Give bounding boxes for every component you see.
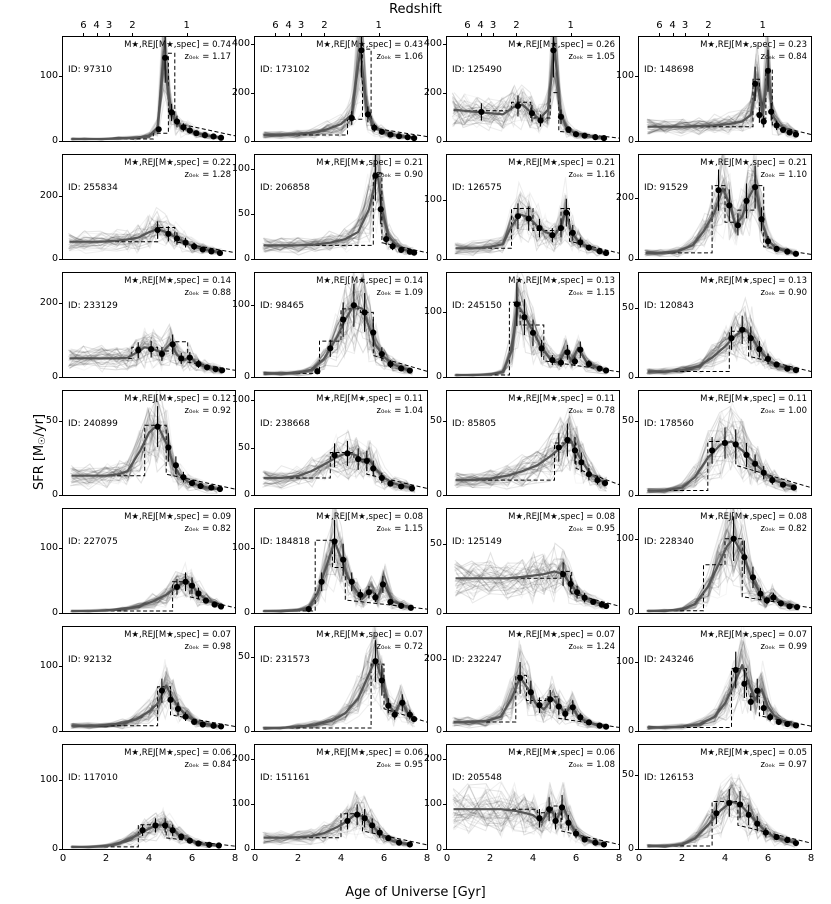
y-tick-label: 0 xyxy=(627,135,634,146)
y-tick-label: 50 xyxy=(45,414,58,426)
redshift-tick-label: 3 xyxy=(105,20,113,31)
x-tick-label: 4 xyxy=(529,853,537,864)
mass-ratio-annotation: M★,REJ[M★,spec] = 0.13 xyxy=(700,276,807,286)
mass-ratio-annotation: M★,REJ[M★,spec] = 0.11 xyxy=(316,394,423,404)
y-tick-mark xyxy=(59,780,62,781)
y-tick-mark xyxy=(251,448,254,449)
y-tick-mark xyxy=(635,539,638,540)
y-tick-mark xyxy=(251,93,254,94)
redshift-tick-mark xyxy=(673,33,674,36)
y-tick-mark xyxy=(443,312,446,313)
y-tick-label: 0 xyxy=(627,253,634,264)
y-tick-label: 200 xyxy=(423,752,442,764)
y-tick-label: 0 xyxy=(435,843,442,854)
redshift-tick-mark xyxy=(324,33,325,36)
redshift-tick-mark xyxy=(493,33,494,36)
sfh-panel xyxy=(254,390,428,496)
y-tick-mark xyxy=(59,666,62,667)
y-tick-mark xyxy=(635,141,638,142)
y-tick-label: 0 xyxy=(627,489,634,500)
panel-id-label: ID: 245150 xyxy=(452,301,502,311)
sfh-panel xyxy=(446,154,620,260)
x-tick-label: 0 xyxy=(443,853,451,864)
panel-id-label: ID: 97310 xyxy=(68,65,113,75)
x-tick-label: 6 xyxy=(188,853,196,864)
z-peak-annotation: z₀ₑₖ = 0.90 xyxy=(760,288,807,298)
panel-id-label: ID: 232247 xyxy=(452,655,502,665)
panel-id-label: ID: 238668 xyxy=(260,419,310,429)
redshift-tick-label: 4 xyxy=(669,20,676,31)
redshift-tick-mark xyxy=(571,33,572,36)
y-tick-mark xyxy=(251,759,254,760)
z-peak-annotation: z₀ₑₖ = 0.95 xyxy=(568,524,615,534)
y-tick-label: 0 xyxy=(627,607,634,618)
y-tick-mark xyxy=(251,804,254,805)
y-tick-label: 50 xyxy=(429,537,442,549)
panel-id-label: ID: 228340 xyxy=(644,537,694,547)
y-tick-mark xyxy=(443,659,446,660)
y-tick-mark xyxy=(635,613,638,614)
z-peak-annotation: z₀ₑₖ = 0.72 xyxy=(376,642,423,652)
y-tick-label: 100 xyxy=(39,70,58,81)
x-tick-label: 8 xyxy=(615,853,623,864)
sfh-panel xyxy=(62,390,236,496)
z-peak-annotation: z₀ₑₖ = 0.82 xyxy=(760,524,807,534)
mass-ratio-annotation: M★,REJ[M★,spec] = 0.06 xyxy=(316,748,423,758)
y-tick-label: 50 xyxy=(429,414,442,426)
z-peak-annotation: z₀ₑₖ = 1.17 xyxy=(184,52,231,62)
sfh-panel xyxy=(446,36,620,142)
y-tick-label: 0 xyxy=(435,607,442,618)
panel-id-label: ID: 125149 xyxy=(452,537,502,547)
x-tick-label: 4 xyxy=(145,853,153,864)
mass-ratio-annotation: M★,REJ[M★,spec] = 0.13 xyxy=(508,276,615,286)
y-tick-label: 0 xyxy=(435,489,442,500)
mass-ratio-annotation: M★,REJ[M★,spec] = 0.05 xyxy=(700,748,807,758)
x-tick-label: 4 xyxy=(337,853,345,864)
y-tick-label: 400 xyxy=(423,38,442,50)
y-tick-label: 0 xyxy=(243,843,250,854)
z-peak-annotation: z₀ₑₖ = 0.78 xyxy=(568,406,615,416)
y-tick-label: 200 xyxy=(615,191,634,203)
y-tick-mark xyxy=(59,495,62,496)
x-tick-label: 6 xyxy=(572,853,580,864)
y-tick-label: 100 xyxy=(231,542,250,553)
redshift-tick-label: 2 xyxy=(705,20,712,31)
y-tick-label: 100 xyxy=(423,306,442,317)
y-tick-mark xyxy=(635,662,638,663)
y-tick-mark xyxy=(443,544,446,545)
y-tick-label: 0 xyxy=(243,725,250,736)
mass-ratio-annotation: M★,REJ[M★,spec] = 0.21 xyxy=(316,158,423,168)
y-tick-label: 0 xyxy=(243,253,250,264)
sfh-panel xyxy=(62,508,236,614)
y-tick-mark xyxy=(251,305,254,306)
panel-id-label: ID: 240899 xyxy=(68,419,118,429)
z-peak-annotation: z₀ₑₖ = 1.10 xyxy=(760,170,807,180)
panel-id-label: ID: 91529 xyxy=(644,183,689,193)
panel-id-label: ID: 255834 xyxy=(68,183,118,193)
redshift-tick-mark xyxy=(97,33,98,36)
mass-ratio-annotation: M★,REJ[M★,spec] = 0.14 xyxy=(316,276,423,286)
y-tick-mark xyxy=(59,849,62,850)
x-tick-label: 8 xyxy=(423,853,431,864)
sfh-panel xyxy=(254,508,428,614)
sfh-panel xyxy=(638,36,812,142)
redshift-tick-label: 6 xyxy=(656,20,663,31)
x-tick-label: 2 xyxy=(678,853,686,864)
redshift-tick-label: 6 xyxy=(80,20,87,31)
z-peak-annotation: z₀ₑₖ = 1.06 xyxy=(376,52,423,62)
z-peak-annotation: z₀ₑₖ = 1.15 xyxy=(376,524,423,534)
mass-ratio-annotation: M★,REJ[M★,spec] = 0.08 xyxy=(508,512,615,522)
z-peak-annotation: z₀ₑₖ = 1.04 xyxy=(376,406,423,416)
redshift-tick-label: 1 xyxy=(183,20,190,31)
y-tick-mark xyxy=(443,377,446,378)
y-tick-mark xyxy=(635,377,638,378)
panel-id-label: ID: 92132 xyxy=(68,655,113,665)
redshift-tick-mark xyxy=(132,33,133,36)
y-tick-label: 200 xyxy=(39,189,58,201)
y-tick-mark xyxy=(635,308,638,309)
redshift-tick-mark xyxy=(708,33,709,36)
y-tick-mark xyxy=(59,259,62,260)
redshift-axis-label: Redshift xyxy=(389,2,442,17)
sfh-panel xyxy=(446,508,620,614)
y-tick-label: 50 xyxy=(621,301,634,313)
sfh-panel xyxy=(446,626,620,732)
y-tick-label: 0 xyxy=(627,843,634,854)
y-tick-mark xyxy=(251,613,254,614)
y-tick-label: 200 xyxy=(39,296,58,308)
y-tick-label: 100 xyxy=(423,797,442,809)
x-tick-label: 4 xyxy=(721,853,729,864)
redshift-tick-mark xyxy=(301,33,302,36)
x-tick-label: 2 xyxy=(294,853,302,864)
sfh-panel xyxy=(446,390,620,496)
y-tick-label: 100 xyxy=(615,655,634,667)
y-tick-mark xyxy=(59,76,62,77)
mass-ratio-annotation: M★,REJ[M★,spec] = 0.08 xyxy=(700,512,807,522)
z-peak-annotation: z₀ₑₖ = 0.82 xyxy=(184,524,231,534)
x-tick-label: 2 xyxy=(486,853,494,864)
mass-ratio-annotation: M★,REJ[M★,spec] = 0.07 xyxy=(124,630,231,640)
sfh-panel xyxy=(62,154,236,260)
redshift-tick-mark xyxy=(379,33,380,36)
z-peak-annotation: z₀ₑₖ = 1.16 xyxy=(568,170,615,180)
y-tick-mark xyxy=(635,849,638,850)
y-tick-label: 100 xyxy=(39,773,58,785)
redshift-tick-label: 1 xyxy=(375,20,382,31)
redshift-tick-label: 6 xyxy=(464,20,471,31)
redshift-tick-label: 2 xyxy=(129,20,136,31)
y-tick-mark xyxy=(635,198,638,199)
sfh-panel xyxy=(254,626,428,732)
y-tick-label: 0 xyxy=(243,489,250,500)
y-tick-mark xyxy=(251,214,254,215)
y-tick-mark xyxy=(59,377,62,378)
y-tick-label: 0 xyxy=(51,135,58,146)
y-tick-mark xyxy=(251,141,254,142)
y-tick-label: 200 xyxy=(231,752,250,764)
panel-id-label: ID: 117010 xyxy=(68,773,118,783)
z-peak-annotation: z₀ₑₖ = 1.24 xyxy=(568,642,615,652)
redshift-tick-label: 2 xyxy=(321,20,328,31)
y-tick-mark xyxy=(59,421,62,422)
panel-id-label: ID: 231573 xyxy=(260,655,310,665)
redshift-tick-label: 1 xyxy=(759,20,766,31)
z-peak-annotation: z₀ₑₖ = 1.28 xyxy=(184,170,231,180)
sfh-panel xyxy=(638,626,812,732)
x-tick-label: 8 xyxy=(807,853,815,864)
sfh-panel xyxy=(62,272,236,378)
y-tick-label: 0 xyxy=(243,135,250,146)
redshift-tick-mark xyxy=(289,33,290,36)
panel-id-label: ID: 178560 xyxy=(644,419,694,429)
mass-ratio-annotation: M★,REJ[M★,spec] = 0.74 xyxy=(124,40,231,50)
y-tick-label: 0 xyxy=(435,135,442,146)
panel-id-label: ID: 233129 xyxy=(68,301,118,311)
y-tick-mark xyxy=(59,303,62,304)
y-tick-mark xyxy=(251,44,254,45)
y-tick-label: 0 xyxy=(435,371,442,382)
panel-id-label: ID: 126153 xyxy=(644,773,694,783)
y-tick-label: 100 xyxy=(231,394,250,406)
y-tick-label: 0 xyxy=(51,253,58,264)
y-tick-label: 0 xyxy=(51,843,58,854)
redshift-tick-label: 3 xyxy=(489,20,497,31)
panel-id-label: ID: 120843 xyxy=(644,301,694,311)
y-tick-label: 200 xyxy=(423,86,442,98)
z-peak-annotation: z₀ₑₖ = 0.90 xyxy=(376,170,423,180)
sfh-panel xyxy=(254,744,428,850)
z-peak-annotation: z₀ₑₖ = 1.05 xyxy=(568,52,615,62)
y-tick-label: 50 xyxy=(237,207,250,219)
sfh-panel xyxy=(638,390,812,496)
mass-ratio-annotation: M★,REJ[M★,spec] = 0.08 xyxy=(316,512,423,522)
z-peak-annotation: z₀ₑₖ = 1.00 xyxy=(760,406,807,416)
redshift-tick-label: 3 xyxy=(681,20,689,31)
redshift-tick-mark xyxy=(187,33,188,36)
panel-id-label: ID: 206858 xyxy=(260,183,310,193)
redshift-tick-label: 4 xyxy=(477,20,484,31)
z-peak-annotation: z₀ₑₖ = 1.09 xyxy=(376,288,423,298)
panel-id-label: ID: 243246 xyxy=(644,655,694,665)
y-tick-label: 50 xyxy=(237,650,250,662)
redshift-tick-mark xyxy=(516,33,517,36)
y-tick-mark xyxy=(635,495,638,496)
y-tick-label: 0 xyxy=(243,371,250,382)
panel-id-label: ID: 205548 xyxy=(452,773,502,783)
y-tick-label: 100 xyxy=(231,162,250,174)
y-tick-label: 0 xyxy=(435,725,442,736)
y-tick-mark xyxy=(443,495,446,496)
y-tick-mark xyxy=(635,731,638,732)
redshift-tick-label: 4 xyxy=(285,20,292,31)
z-peak-annotation: z₀ₑₖ = 0.97 xyxy=(760,760,807,770)
sfh-panel xyxy=(62,36,236,142)
age-axis-label: Age of Universe [Gyr] xyxy=(345,885,486,900)
sfh-panel xyxy=(254,154,428,260)
y-tick-label: 0 xyxy=(627,725,634,736)
y-tick-mark xyxy=(251,169,254,170)
z-peak-annotation: z₀ₑₖ = 0.98 xyxy=(184,642,231,652)
z-peak-annotation: z₀ₑₖ = 0.92 xyxy=(184,406,231,416)
y-tick-label: 100 xyxy=(231,299,250,311)
mass-ratio-annotation: M★,REJ[M★,spec] = 0.11 xyxy=(508,394,615,404)
y-tick-label: 100 xyxy=(39,660,58,671)
y-tick-mark xyxy=(635,76,638,77)
panel-id-label: ID: 184818 xyxy=(260,537,310,547)
y-tick-mark xyxy=(59,141,62,142)
y-tick-label: 50 xyxy=(621,414,634,426)
redshift-tick-label: 6 xyxy=(272,20,279,31)
redshift-tick-label: 3 xyxy=(297,20,305,31)
redshift-tick-mark xyxy=(659,33,660,36)
y-tick-mark xyxy=(635,421,638,422)
x-tick-label: 6 xyxy=(380,853,388,864)
y-tick-label: 100 xyxy=(423,193,442,205)
y-tick-mark xyxy=(251,377,254,378)
y-tick-mark xyxy=(443,759,446,760)
x-tick-label: 8 xyxy=(231,853,239,864)
redshift-tick-mark xyxy=(109,33,110,36)
y-tick-label: 0 xyxy=(627,371,634,382)
z-peak-annotation: z₀ₑₖ = 0.95 xyxy=(376,760,423,770)
mass-ratio-annotation: M★,REJ[M★,spec] = 0.07 xyxy=(316,630,423,640)
sfh-panel xyxy=(638,744,812,850)
y-tick-label: 100 xyxy=(615,532,634,544)
y-tick-mark xyxy=(443,731,446,732)
y-tick-mark xyxy=(635,259,638,260)
x-tick-label: 6 xyxy=(764,853,772,864)
mass-ratio-annotation: M★,REJ[M★,spec] = 0.06 xyxy=(508,748,615,758)
mass-ratio-annotation: M★,REJ[M★,spec] = 0.09 xyxy=(124,512,231,522)
panel-id-label: ID: 85805 xyxy=(452,419,497,429)
sfh-panel xyxy=(638,154,812,260)
y-tick-label: 400 xyxy=(231,38,250,50)
redshift-tick-mark xyxy=(83,33,84,36)
y-tick-mark xyxy=(443,200,446,201)
panel-id-label: ID: 227075 xyxy=(68,537,118,547)
z-peak-annotation: z₀ₑₖ = 1.08 xyxy=(568,760,615,770)
y-tick-label: 200 xyxy=(231,86,250,98)
x-tick-label: 0 xyxy=(59,853,67,864)
mass-ratio-annotation: M★,REJ[M★,spec] = 0.22 xyxy=(124,158,231,168)
y-tick-label: 0 xyxy=(51,371,58,382)
mass-ratio-annotation: M★,REJ[M★,spec] = 0.43 xyxy=(316,40,423,50)
redshift-tick-label: 2 xyxy=(513,20,520,31)
redshift-tick-mark xyxy=(685,33,686,36)
y-tick-label: 50 xyxy=(237,441,250,453)
sfr-axis-label: SFR $[M_☉/yr]$ xyxy=(32,413,48,491)
mass-ratio-annotation: M★,REJ[M★,spec] = 0.06 xyxy=(124,748,231,758)
y-tick-mark xyxy=(443,259,446,260)
z-peak-annotation: z₀ₑₖ = 0.84 xyxy=(760,52,807,62)
sfh-panel xyxy=(62,626,236,732)
y-tick-mark xyxy=(251,657,254,658)
mass-ratio-annotation: M★,REJ[M★,spec] = 0.11 xyxy=(700,394,807,404)
redshift-tick-mark xyxy=(481,33,482,36)
y-tick-label: 200 xyxy=(423,653,442,665)
y-tick-mark xyxy=(635,775,638,776)
panel-id-label: ID: 98465 xyxy=(260,301,305,311)
y-tick-mark xyxy=(443,613,446,614)
y-tick-mark xyxy=(251,731,254,732)
redshift-tick-mark xyxy=(763,33,764,36)
mass-ratio-annotation: M★,REJ[M★,spec] = 0.26 xyxy=(508,40,615,50)
z-peak-annotation: z₀ₑₖ = 1.15 xyxy=(568,288,615,298)
y-tick-label: 0 xyxy=(243,607,250,618)
mass-ratio-annotation: M★,REJ[M★,spec] = 0.21 xyxy=(508,158,615,168)
x-tick-label: 2 xyxy=(102,853,110,864)
y-tick-mark xyxy=(251,548,254,549)
z-peak-annotation: z₀ₑₖ = 0.99 xyxy=(760,642,807,652)
mass-ratio-annotation: M★,REJ[M★,spec] = 0.23 xyxy=(700,40,807,50)
y-tick-mark xyxy=(59,196,62,197)
y-tick-label: 100 xyxy=(231,797,250,809)
panel-id-label: ID: 126575 xyxy=(452,183,502,193)
y-tick-mark xyxy=(251,495,254,496)
y-tick-mark xyxy=(59,548,62,549)
y-tick-mark xyxy=(59,613,62,614)
y-tick-label: 100 xyxy=(39,542,58,553)
y-tick-mark xyxy=(443,44,446,45)
sfh-panel xyxy=(446,744,620,850)
y-tick-mark xyxy=(443,93,446,94)
sfh-panel xyxy=(62,744,236,850)
mass-ratio-annotation: M★,REJ[M★,spec] = 0.21 xyxy=(700,158,807,168)
z-peak-annotation: z₀ₑₖ = 0.84 xyxy=(184,760,231,770)
panel-id-label: ID: 151161 xyxy=(260,773,310,783)
sfh-panel xyxy=(446,272,620,378)
redshift-tick-mark xyxy=(467,33,468,36)
y-tick-mark xyxy=(443,421,446,422)
mass-ratio-annotation: M★,REJ[M★,spec] = 0.07 xyxy=(508,630,615,640)
y-tick-mark xyxy=(443,141,446,142)
y-tick-label: 0 xyxy=(51,725,58,736)
y-tick-mark xyxy=(251,259,254,260)
mass-ratio-annotation: M★,REJ[M★,spec] = 0.12 xyxy=(124,394,231,404)
z-peak-annotation: z₀ₑₖ = 0.88 xyxy=(184,288,231,298)
panel-id-label: ID: 148698 xyxy=(644,65,694,75)
y-tick-label: 0 xyxy=(51,607,58,618)
sfh-panel xyxy=(254,36,428,142)
mass-ratio-annotation: M★,REJ[M★,spec] = 0.07 xyxy=(700,630,807,640)
panel-id-label: ID: 173102 xyxy=(260,65,310,75)
redshift-tick-label: 4 xyxy=(93,20,100,31)
panel-id-label: ID: 125490 xyxy=(452,65,502,75)
x-tick-label: 0 xyxy=(251,853,259,864)
sfh-panel xyxy=(638,272,812,378)
y-tick-label: 100 xyxy=(615,70,634,81)
sfh-panel xyxy=(254,272,428,378)
redshift-tick-label: 1 xyxy=(567,20,574,31)
y-tick-mark xyxy=(251,400,254,401)
mass-ratio-annotation: M★,REJ[M★,spec] = 0.14 xyxy=(124,276,231,286)
redshift-tick-mark xyxy=(275,33,276,36)
y-tick-label: 0 xyxy=(435,253,442,264)
y-tick-mark xyxy=(251,849,254,850)
y-tick-mark xyxy=(443,849,446,850)
y-tick-label: 50 xyxy=(621,768,634,780)
sfh-panel xyxy=(638,508,812,614)
x-tick-label: 0 xyxy=(635,853,643,864)
y-tick-label: 0 xyxy=(51,489,58,500)
y-tick-mark xyxy=(443,804,446,805)
y-tick-mark xyxy=(59,731,62,732)
